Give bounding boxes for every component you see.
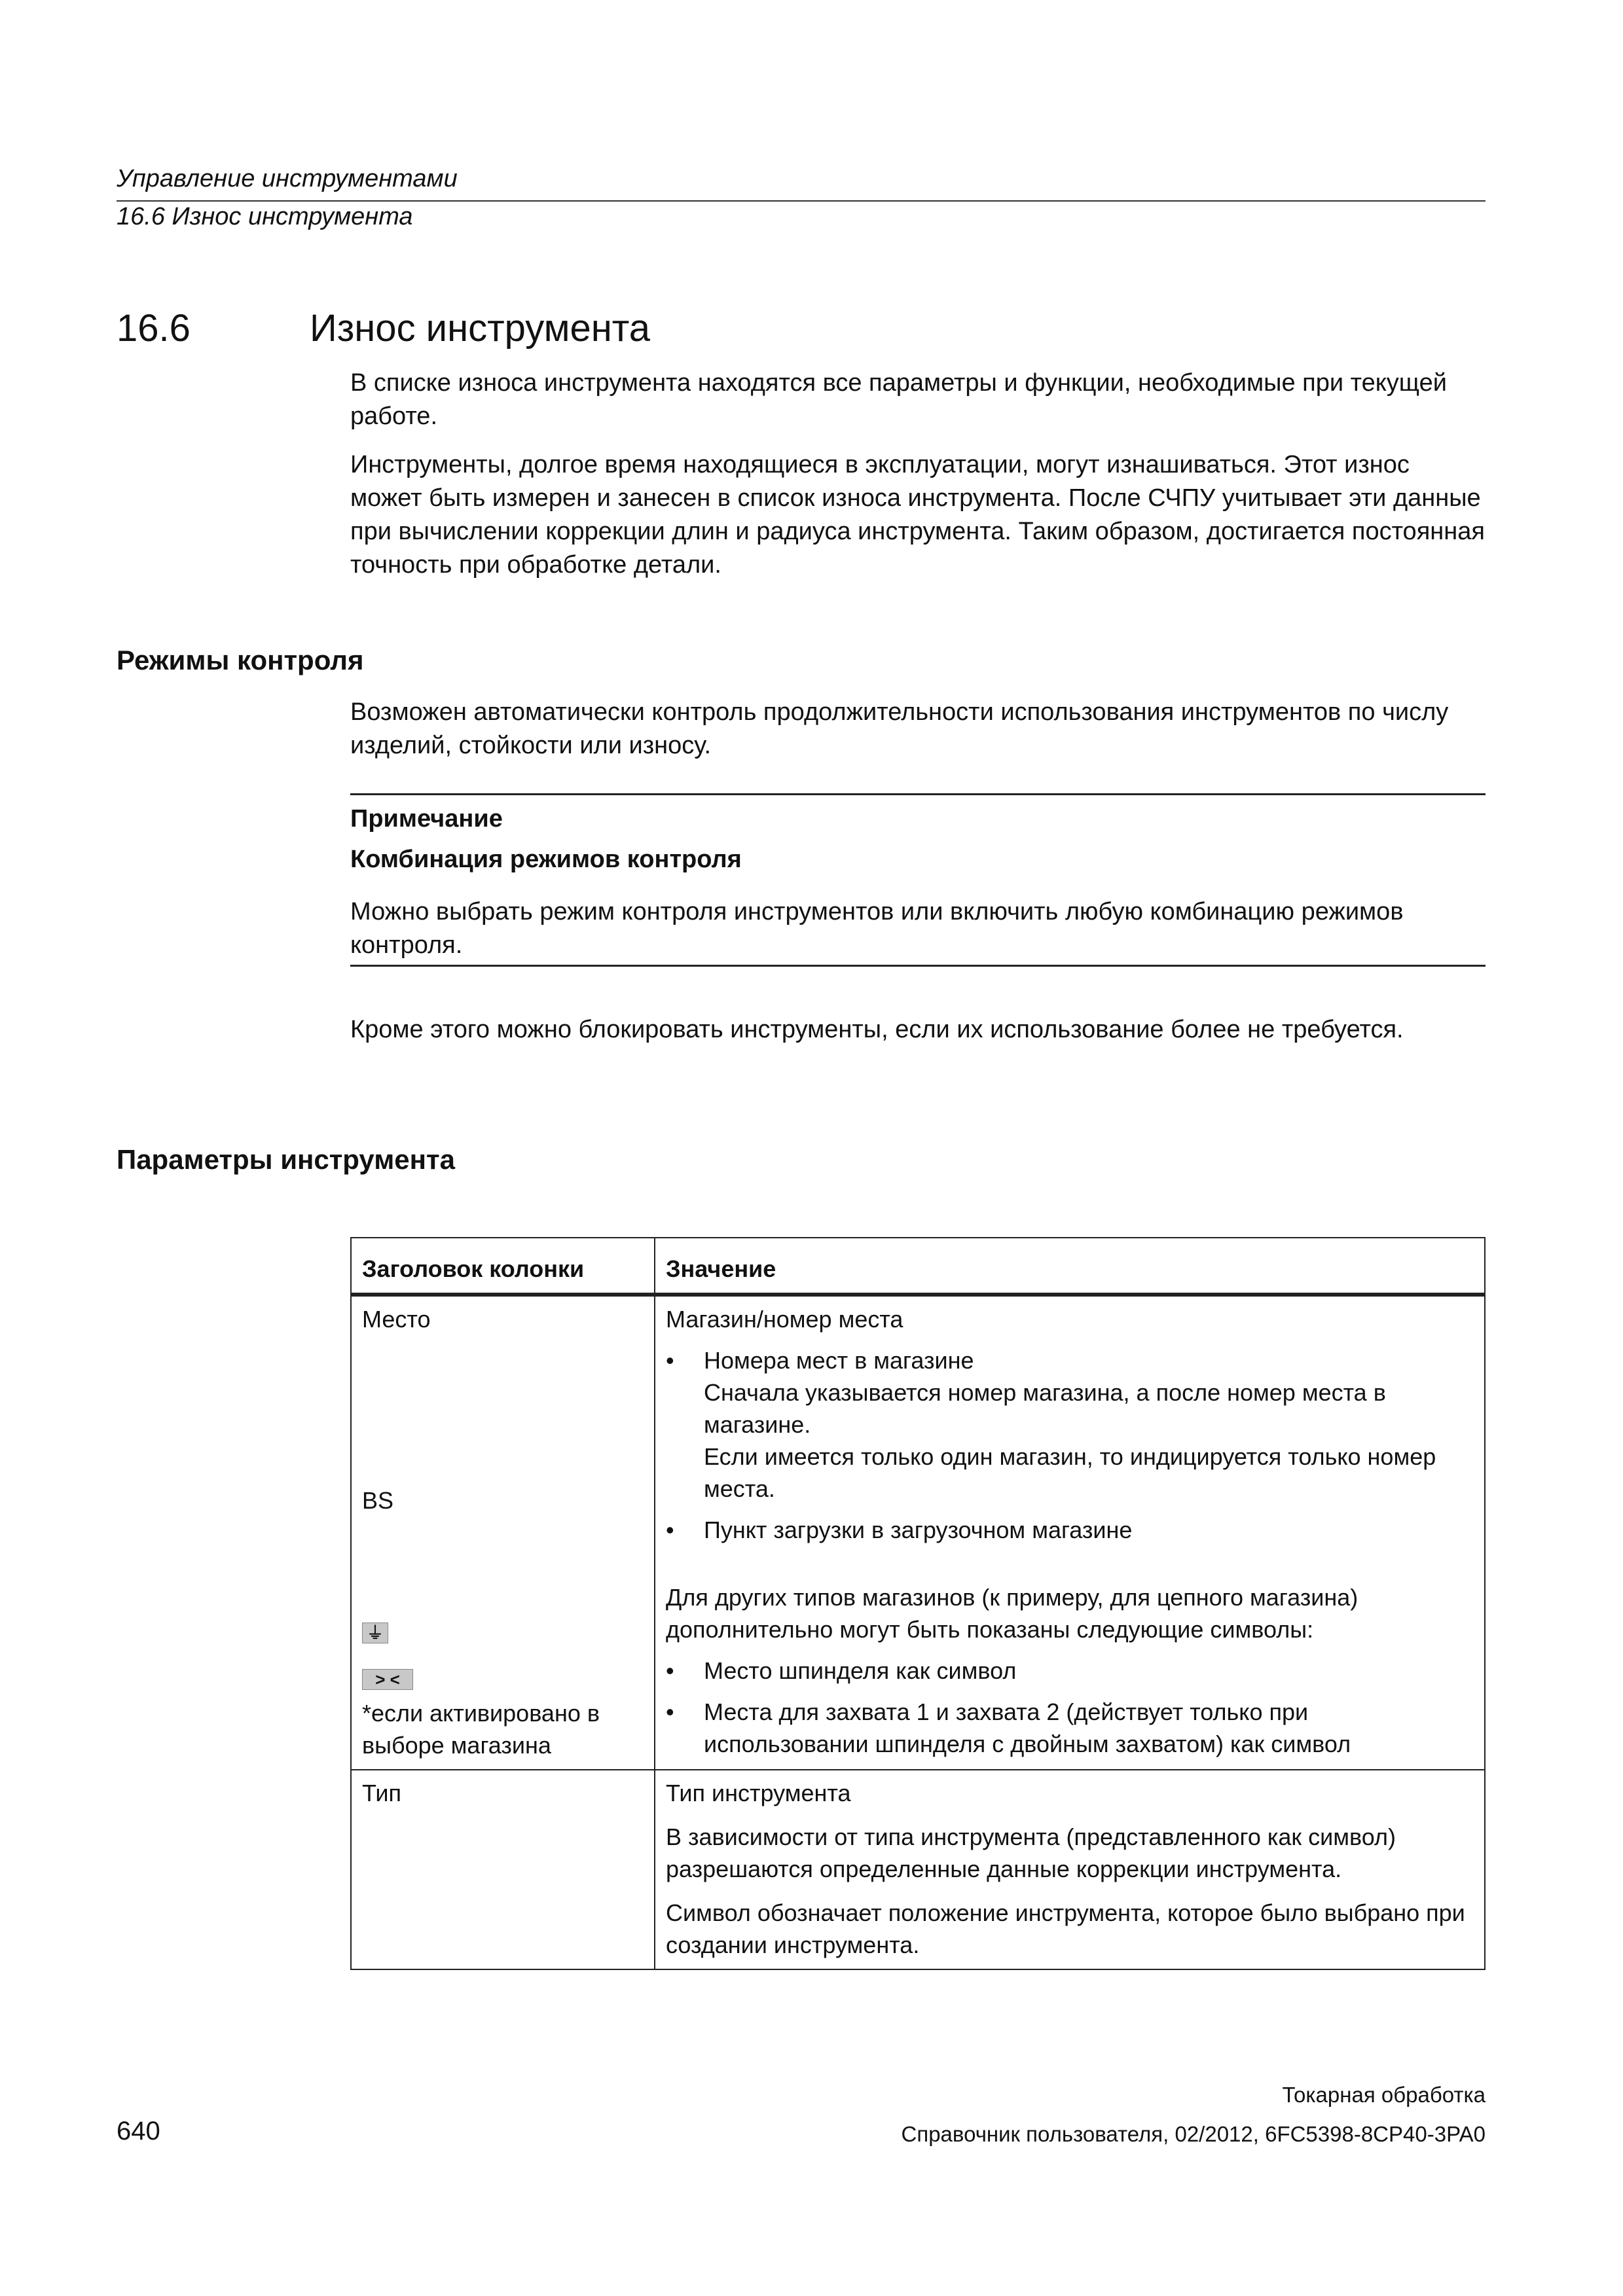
- column-header-value: Значение: [655, 1238, 1485, 1295]
- table-row: [351, 1295, 1485, 1770]
- header-rule: [117, 200, 1486, 202]
- intro-paragraph-2: Инструменты, долгое время находящиеся в эксплуатации, могут изнашиваться. Этот износ может быть измерен и занесен в список износа инструмента. После СЧПУ учитывает эти данные при вычислении коррекции длин и радиуса инструмента. Таким образом, достигается постоянная точность при обработке детали.: [350, 451, 1485, 579]
- row-label-note: *если активировано в выборе магазина: [362, 1700, 600, 1759]
- list-item: [666, 1655, 1474, 1687]
- value-title: Тип инструмента: [666, 1780, 851, 1806]
- note-bottom-rule: [350, 965, 1486, 967]
- page-number: 640: [117, 2117, 160, 2145]
- value-paragraph: Для других типов магазинов (к примеру, для цепного магазина) дополнительно могут быть показаны следующие символы:: [666, 1584, 1359, 1643]
- chapter-number: 16.6: [117, 307, 191, 350]
- chapter-title: Износ инструмента: [310, 307, 650, 350]
- table-row: [351, 1770, 1485, 1969]
- table-cell: [351, 1770, 655, 1969]
- block-paragraph: Кроме этого можно блокировать инструменты, если их использование более не требуется.: [350, 1016, 1404, 1043]
- column-header-name: Заголовок колонки: [351, 1238, 655, 1295]
- row-label-bs: BS: [362, 1487, 394, 1514]
- list-item-text: • Номера мест в магазине: [704, 1347, 974, 1374]
- parameters-table: [350, 1237, 1486, 1970]
- table-cell: [655, 1295, 1485, 1770]
- row-label-place: Место: [362, 1306, 431, 1333]
- list-item-text: • Пункт загрузки в загрузочном магазине: [704, 1516, 1133, 1543]
- footer-product: Токарная обработка: [1282, 2083, 1486, 2107]
- footer-manual: Справочник пользователя, 02/2012, 6FC5398-8CP40-3PA0: [901, 2122, 1486, 2146]
- table-cell: [351, 1295, 655, 1770]
- row-label-type: Тип: [362, 1780, 402, 1806]
- table-header-row: [351, 1238, 1485, 1295]
- modes-paragraph: Возможен автоматически контроль продолжительности использования инструментов по числу изделий, стойкости или износу.: [350, 698, 1449, 759]
- list-item: [666, 1696, 1474, 1760]
- section-heading-params: Параметры инструмента: [117, 1144, 455, 1175]
- list-item: [666, 1514, 1474, 1546]
- spindle-icon: ⏚: [362, 1623, 388, 1643]
- running-section: 16.6 Износ инструмента: [117, 203, 413, 230]
- value-paragraph: В зависимости от типа инструмента (представленного как символ) разрешаются определенные данные коррекции инструмента.: [666, 1823, 1396, 1882]
- note-top-rule: [350, 793, 1486, 795]
- list-item-text: • Места для захвата 1 и захвата 2 (действует только при использовании шпинделя с двойным захватом) как символ: [704, 1698, 1351, 1757]
- section-heading-modes: Режимы контроля: [117, 645, 364, 675]
- intro-paragraph-1: В списке износа инструмента находятся все параметры и функции, необходимые при текущей работе.: [350, 369, 1447, 430]
- value-paragraph: Символ обозначает положение инструмента, которое было выбрано при создании инструмента.: [666, 1899, 1465, 1958]
- gripper-symbol-line: [362, 1661, 644, 1693]
- list-item-text: • Место шпинделя как символ: [704, 1657, 1017, 1684]
- gripper-icon: > <: [362, 1669, 413, 1690]
- list-item-detail: Сначала указывается номер магазина, а после номер места в магазине.: [704, 1379, 1386, 1438]
- spindle-symbol-line: [362, 1615, 644, 1647]
- note-title: Комбинация режимов контроля: [350, 846, 742, 873]
- note-label: Примечание: [350, 805, 503, 833]
- running-title: Управление инструментами: [117, 165, 458, 192]
- list-item: [666, 1344, 1474, 1505]
- note-text: Можно выбрать режим контроля инструментов или включить любую комбинацию режимов контроля.: [350, 898, 1404, 959]
- list-item-detail: Если имеется только один магазин, то индицируется только номер места.: [704, 1443, 1436, 1502]
- table-cell: [655, 1770, 1485, 1969]
- value-title: Магазин/номер места: [666, 1306, 903, 1333]
